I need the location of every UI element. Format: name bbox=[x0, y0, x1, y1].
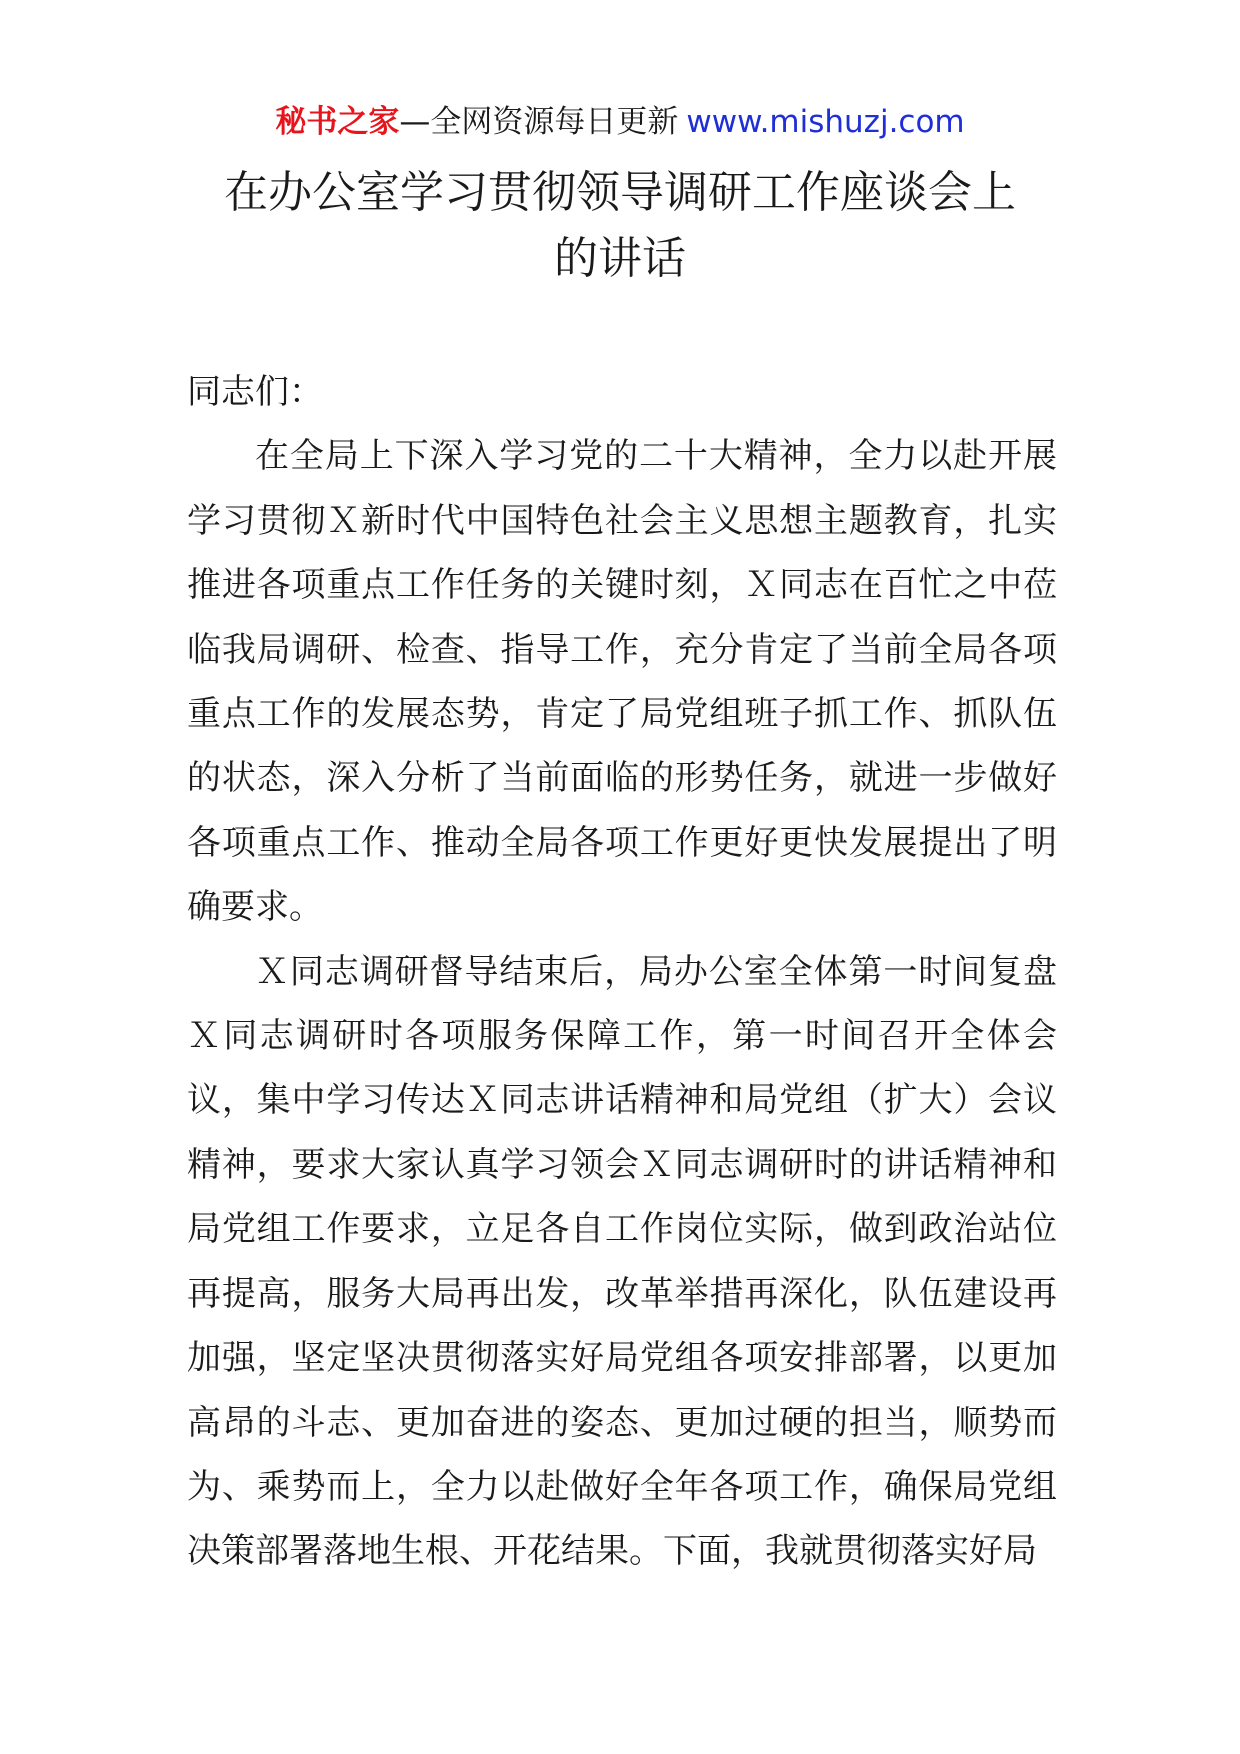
site-header bbox=[0, 102, 1240, 142]
document-title bbox=[180, 160, 1060, 292]
title-line-1: 在办公室学习贯彻领导调研工作座谈会上 bbox=[224, 167, 1016, 218]
site-url-link[interactable]: www.mishuzj.com bbox=[686, 104, 965, 140]
brand-name: 秘书之家 bbox=[275, 104, 400, 140]
paragraph-1: 在全局上下深入学习党的二十大精神，全力以赴开展学习贯彻Ｘ新时代中国特色社会主义思想主题教育，扎实推进各项重点工作任务的关键时刻，Ｘ同志在百忙之中莅临我局调研、检查、指导工作，充分肯定了当前全局各项重点工作的发展态势，肯定了局党组班子抓工作、抓队伍的状态，深入分析了当前面临的形势任务，就进一步做好各项重点工作、推动全局各项工作更好更快发展提出了明确要求。 bbox=[187, 436, 1057, 928]
title-line-2: 的讲话 bbox=[554, 233, 686, 284]
header-tagline: —全网资源每日更新 bbox=[399, 104, 679, 140]
document-body bbox=[187, 360, 1057, 1584]
salutation: 同志们： bbox=[187, 372, 323, 412]
paragraph-2: Ｘ同志调研督导结束后，局办公室全体第一时间复盘Ｘ同志调研时各项服务保障工作，第一时间召开全体会议，集中学习传达Ｘ同志讲话精神和局党组（扩大）会议精神，要求大家认真学习领会Ｘ同志调研时的讲话精神和局党组工作要求，立足各自工作岗位实际，做到政治站位再提高，服务大局再出发，改革举措再深化，队伍建设再加强，坚定坚决贯彻落实好局党组各项安排部署，以更加高昂的斗志、更加奋进的姿态、更加过硬的担当，顺势而为、乘势而上，全力以赴做好全年各项工作，确保局党组决策部署落地生根、开花结果。下面，我就贯彻落实好局 bbox=[187, 951, 1057, 1572]
